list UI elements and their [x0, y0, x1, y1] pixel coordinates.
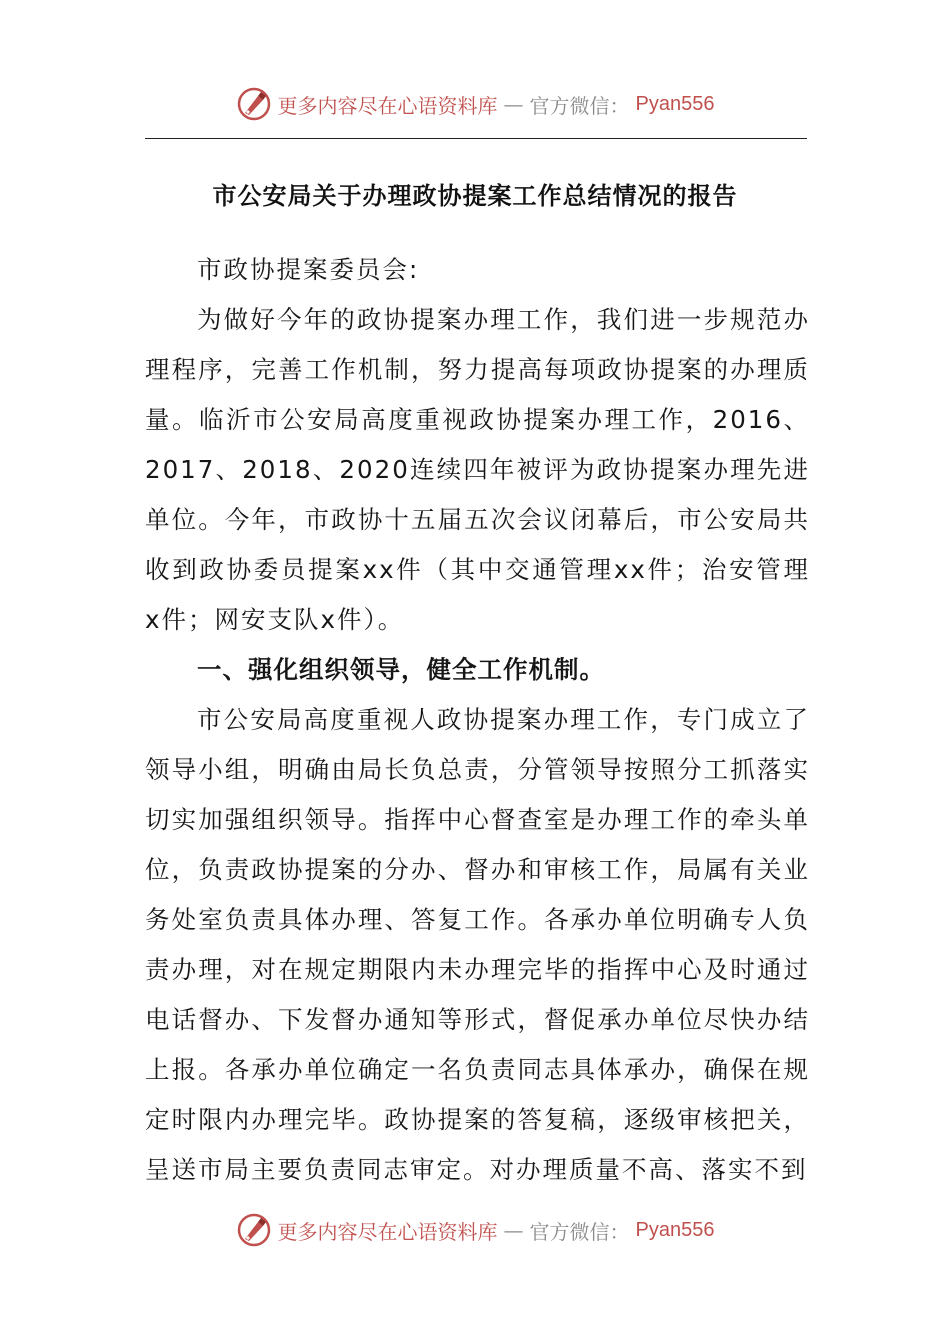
watermark-subtitle: 官方微信： [529, 1219, 630, 1244]
watermark-footer [0, 1208, 950, 1252]
watermark-dash: — [503, 92, 524, 116]
watermark-id: Pyan556 [635, 1218, 715, 1241]
watermark-text: 更多内容尽在心语资料库 [277, 1219, 498, 1244]
watermark-id: Pyan556 [635, 92, 715, 115]
document-title: 市公安局关于办理政协提案工作总结情况的报告 [212, 181, 738, 210]
watermark-header [0, 82, 950, 126]
document-body [145, 245, 810, 1195]
section-heading: 一、强化组织领导，健全工作机制。 [197, 655, 605, 684]
watermark-subtitle: 官方微信： [529, 93, 630, 118]
header-divider [145, 138, 807, 139]
intro-paragraph: 为做好今年的政协提案办理工作，我们进一步规范办理程序，完善工作机制，努力提高每项政协提案的办理质量。临沂市公安局高度重视政协提案办理工作，2016、2017、2018、2020连续四年被评为政协提案办理先进单位。今年，市政协十五届五次会议闭幕后，市公安局共收到政协委员提案xx件（其中交通管理xx件；治安管理x件；网安支队x件）。 [145, 305, 810, 634]
pen-nib-logo-icon [236, 86, 272, 122]
salutation: 市政协提案委员会: [197, 255, 420, 284]
pen-nib-logo-icon [236, 1212, 272, 1248]
watermark-dash: — [503, 1218, 524, 1242]
watermark-text: 更多内容尽在心语资料库 [277, 93, 498, 118]
section-paragraph: 市公安局高度重视人政协提案办理工作，专门成立了领导小组，明确由局长负总责，分管领导按照分工抓落实切实加强组织领导。指挥中心督查室是办理工作的牵头单位，负责政协提案的分办、督办和审核工作，局属有关业务处室负责具体办理、答复工作。各承办单位明确专人负责办理，对在规定期限内未办理完毕的指挥中心及时通过电话督办、下发督办通知等形式，督促承办单位尽快办结上报。各承办单位确定一名负责同志具体承办，确保在规定时限内办理完毕。政协提案的答复稿，逐级审核把关，呈送市局主要负责同志审定。对办理质量不高、落实不到 [145, 705, 810, 1184]
